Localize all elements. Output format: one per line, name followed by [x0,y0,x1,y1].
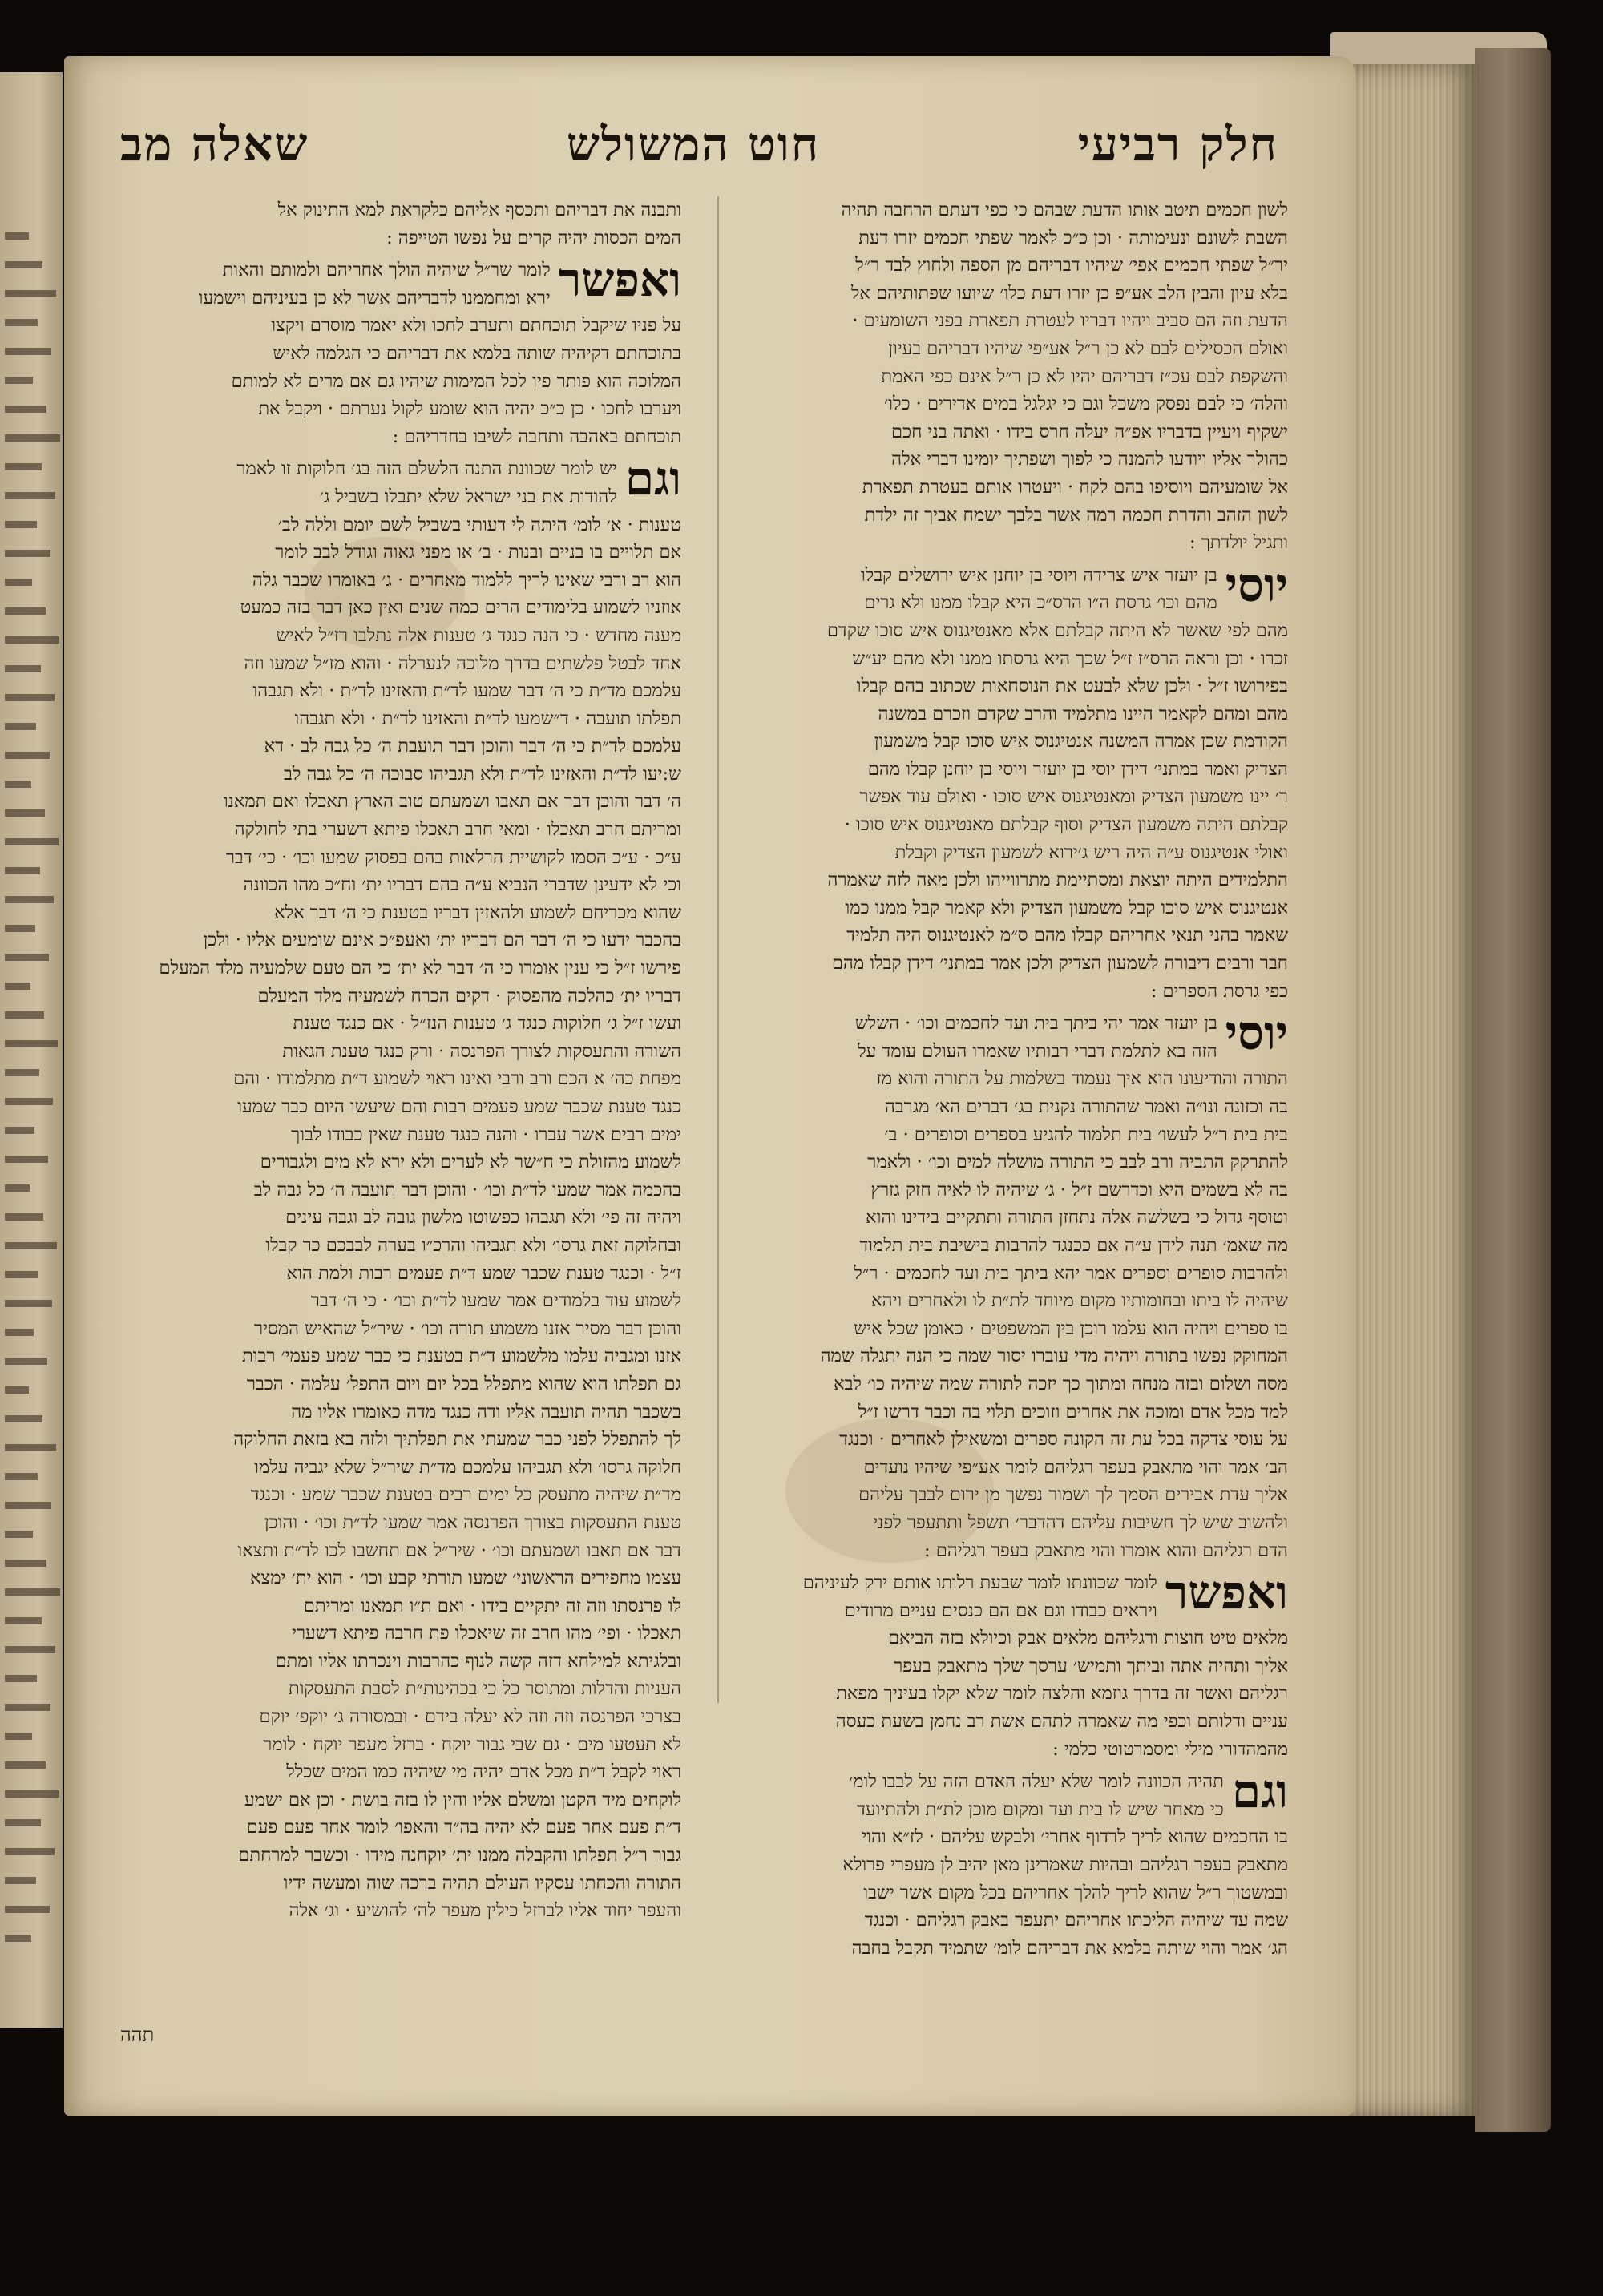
facing-page-text-fragment [5,550,50,568]
text-line: התורה והודיעונו הוא איך נעמוד בשלמות על התורה והוא מז [876,1068,1288,1090]
text-line: הצדיק ואמר במתני׳ דידן יוסי בן יועזר ויוסי בן יוחנן קבלו מהם [867,758,1288,780]
text-line: עניים ודלותם וכפי מה שאמרה לתהם אשת רב נחמן בשעת כעסה [835,1711,1288,1733]
text-line: ומריתם חרב תאכלו · ומאי חרב תאכלו פיתא דשערי בתי לחולקה [234,819,681,841]
facing-page-text-fragment [5,579,32,597]
text-line: לשון חכמים תיטב אותו הדעת שבהם כי כפי דעתם הרחבה תהיה [841,200,1288,220]
text-line: הקודמת שכן אמרה המשנה אנטיגנוס איש סוכו קבל משמעון [874,731,1288,753]
facing-page-fragment [0,72,63,2028]
facing-page-text-fragment [5,607,46,626]
text-line: מהם וכו׳ גרסת ה״ו הרס״כ היא קבלו ממנו ולא גרים [864,592,1217,614]
text-line: תאכלו · ופי׳ מהו חרב זה שיאכלו פת חרבה פיתא דשערי [292,1623,681,1644]
text-line: ויראים כבודו וגם אם הם כנסים עניים מרודים [844,1600,1157,1621]
facing-page-text-fragment [5,1271,38,1289]
text-line: המים הכסות יהיה קרים על נפשו הטייפה : [386,227,681,248]
facing-page-text-fragment [5,867,40,886]
text-line: והעפר יחוד אליו לברזל כילין מעפר לה׳ להושיע · וג׳ אלה [289,1900,681,1922]
facing-page-text-fragment [5,406,46,424]
text-line: התורה והכחתו עסקיו העולם תהיה ברכה שוה ומעשה ידיו [283,1872,681,1894]
text-line: ירא ומחממנו לדבריהם אשר לא כן בעיניהם וישמעו [198,287,551,309]
facing-page-text-fragment [5,1906,50,1924]
paragraph-opening-word: וגם [1231,1764,1288,1819]
facing-page-text-fragment [5,377,33,395]
text-line: דבריו ית׳ כהלכה מהפסוק · דקים הכרח לשמעיה מלד המעלם [257,985,681,1007]
text-line: ויהיה זה פי׳ ולא תגבהו כפשוטו מלשון גובה לב וגבה עינים [285,1207,681,1229]
facing-page-text-fragment [5,319,38,337]
text-line: לשמוע מהזולת כי ח״שר לא לערים ולא ירא לא מים ולגבורים [260,1152,681,1173]
text-line: הג׳ אמר והוי שותה בלמא את דבריהם לומ׳ שתמיד תקבל בחבה [851,1937,1288,1959]
text-line: כנגד טענת שכבר שמע פעמים רבות והם שיעשו היום כבר שמעו [237,1096,681,1117]
catchword: תהה [120,2024,155,2046]
facing-page-text-fragment [5,1617,42,1636]
text-line: מסה ושלום ובזה מנחה ומתוך כך יזכה לתורה שמה שיהיה כו׳ לבא [834,1373,1288,1394]
text-line: השורה והתעסקות לצורך הפרנסה · ורק כנגד טענת הגאות [282,1040,681,1062]
text-line: המחוקק נפשו בתורה ויהיה מדי עוברו יסור שמה כי הנה יתגלה שמה [820,1346,1288,1367]
facing-page-text-fragment [5,752,50,770]
text-line: על פניו שיקבל תוכחתם ותערב לחכו ולא יאמר מוסרם ויקצו [271,315,681,337]
text-line: לומר שכוונתו לומר שבעת רלותו אותם ירק לעיניהם [802,1572,1157,1594]
text-line: ואולם הכסילים לבם לא כן ר״ל אע״פי שיהיו דבריהם בעיון [888,337,1288,359]
facing-page-text-fragment [5,1733,32,1751]
text-line: חלוקה גרסו׳ ולא תגביהו עלמכם מד״ת שיר״ל שלא יגביה עלמו [254,1456,681,1478]
facing-page-text-fragment [5,1790,59,1809]
text-line: בהכמה אמר שמעו לד״ת וכו׳ · והוכן דבר תועבה ה׳ כל גבה לב [253,1179,681,1200]
facing-page-text-fragment [5,1877,36,1895]
text-line: חבר ורבים דיבורה לשמעון הצדיק ולכן אמר במתני׳ דידן קבלו מהם [831,953,1288,974]
text-line: ואולי אנטיגנוס ע״ה היה ריש ג׳ירוא לשמעון הצדיק וקבלת [894,841,1288,863]
text-line: אזנו ומגביה עלמו מלשמוע ד״ת בטענת כי כבר שמע פעמי׳ רבות [242,1346,681,1367]
text-line: ד״ת פעם אחר פעם לא יהיה בה״ד והאפו׳ לומר אחר פעם פעם [246,1817,681,1838]
text-line: מתאבק בעפר רגליהם ובהיות שאמרינן מאן יהיב לן מעפרי פרולא [842,1854,1288,1876]
text-line: תהיה הכוונה לומר שלא יעלה האדם הזה על לבבו לומ׳ [848,1771,1224,1793]
facing-page-text-fragment [5,954,49,972]
text-line: ראוי לקבל ד״ת מכל אדם יהיה מי שיהיה כמו המים שכלל [286,1761,681,1783]
text-line: שיהיה לו ביתו ובחומותיו מקום מיוחד לת״ת לו ולאחרים ויהא [871,1290,1288,1312]
text-line: קבלתם היתה משמעון הצדיק וסוף קבלתם מאנטיגנוס איש סוכו · [844,814,1288,836]
text-paragraph [727,1764,1288,1962]
text-line: בן יועזר איש צרידה ויוסי בן יוחנן איש ירושלים קבלו [860,564,1217,586]
facing-page-text-fragment [5,809,45,828]
text-line: מלאים טיט חוצות ורגליהם מלאים אבק וכיולא בזה הביאם [888,1628,1288,1649]
book-cover-edge [1475,48,1551,2132]
text-line: ותבנה את דבריהם ותכסף אליהם כלקראת למא התינוק אל [277,200,681,220]
text-line: השבת לשונם ונעימותה · וכן כ״כ לאמר שפתי חכמים יזרו דעת [858,227,1288,248]
facing-page-text-fragment [5,1415,42,1434]
facing-page-text-fragment [5,290,56,309]
text-line: לו פרנסתו וזה זה יתקיים בידו · ואם ת״ו תמאנו ומריתם [303,1595,681,1616]
facing-page-text-fragment [5,1300,52,1318]
text-line: ויערבו לחכו · כן כ״כ יהיה הוא שומע לקול נערתם · ויקבל את [258,398,681,420]
text-line: מפחת כה׳ א הכם ורב ורבי ואינו ראוי לשמוע ד״ת מתלמודו · והם [233,1068,681,1090]
text-line: ע״כ · ע״כ הסמו לקושיית הרלאות בהם בפסוק שמעו וכו׳ · כי׳ דבר [225,846,681,868]
text-line: בית בית ר״ל לעשו׳ בית תלמוד להגיע בספרים וסופרים · ב׳ [884,1124,1288,1145]
text-line: לומר שר״ל שיהיה הולך אחריהם ולמותם והאות [222,260,551,281]
facing-page-text-fragment [5,1848,55,1866]
text-line: להתרקק התביה ורב לבב כי התורה מושלה למים וכו׳ · ולאמר [867,1152,1288,1173]
paragraph-opening-word: ואפשר [1165,1565,1288,1620]
facing-page-text-fragment [5,1502,51,1520]
text-line: והלה׳ כי לבם נפסק משכל וגם כי יגלגל במים אדירים · כלו׳ [884,393,1288,415]
text-line: בלא עיון והבין הלב אע״פ כן יזרו דעת כלו׳ שיועו שפתותיהם אל [850,282,1288,304]
text-line: אל שומעיהם ויוסיפו בהם לקח · ויעטרו אותם בעטרת תפארת [862,476,1288,498]
left-text-column [120,196,681,2064]
facing-page-text-fragment [5,1040,58,1059]
facing-page-text-fragment [5,1444,56,1463]
facing-page-text-fragment [5,1242,57,1261]
facing-page-text-fragment [5,1473,38,1491]
text-line: תוכחתם באהבה ותחבה לשיבו בחדריהם : [392,426,681,447]
right-text-column [717,196,1288,1959]
facing-page-text-fragment [5,1588,60,1607]
facing-page-text-fragment [5,463,42,482]
facing-page-text-fragment [5,983,30,1001]
text-line: מד״ת שיהיה מתעסק כל ימים רבים בטענת שכבר שמע · וכנגד [250,1484,681,1506]
text-line: ז״ל · וכנגד טענת שכבר שמע ד״ת פעמים רבות ולמת הוא [286,1262,681,1284]
facing-page-text-fragment [5,1358,47,1376]
facing-page-text-fragment [5,1098,53,1116]
facing-page-text-fragment [5,1560,46,1578]
facing-page-text-fragment [5,492,55,510]
text-line: בה לא בשמים היא וכדרשם ז״ל · ג׳ שיהיה לו לאיה חזק גזרץ [870,1179,1288,1200]
page-header [120,116,1278,172]
text-line: זכרו · וכן וראה הרס״ז ז״ל שכך היא גרסתו ממנו ולא מהם יע״ש [852,648,1288,669]
facing-page-text-fragment [5,694,55,712]
text-line: ר׳ יינו משמעון הצדיק ומאנטיגנוס איש סוכו · ואולם עוד אפשר [859,786,1288,808]
text-paragraph [120,451,681,1924]
text-paragraph [727,557,1288,1006]
text-line: כי מאחר שיש לו בית ועד ומקום מוכן לת״ת ולהתיועד [857,1798,1224,1820]
text-line: ותגיל יולדתך : [1189,532,1288,554]
text-line: כהולך אליו ויודעו להמנה כי לפוך ושפתיך יומינו דברי אלה [891,449,1288,470]
facing-page-text-fragment [5,1213,43,1232]
facing-page-text-fragment [5,925,35,943]
facing-page-text-fragment [5,232,29,251]
facing-page-text-fragment [5,1011,44,1030]
text-line: עלמכם לד״ת כי ה׳ דבר והוכן דבר תועבת ה׳ כל גבה לב · דא [264,736,681,757]
text-line: כפי גרסת הספרים : [1150,980,1288,1002]
text-line: פירשו ז״ל כי ענין אומרו כי ה׳ דבר לא ית׳ כי הם טעם שלמעיה מלד המעלם [159,958,681,979]
text-paragraph [727,1565,1288,1763]
text-paragraph [120,252,681,450]
text-line: מהם ומהם לקאמר היינו מתלמיד והרב שקדם וזכרם במשנה [878,703,1288,724]
text-line: ולהשוב שיש לך חשיבות עליהם דהדבר׳ תשפל ותתעפר לפני [873,1511,1288,1533]
text-line: טענת התעסקות בצורך הפרנסה אמר שמעו לד״ת וכו׳ · והוכן [264,1511,681,1533]
text-line: בפירושו ז״ל · ולכן שלא לבעט את הנוסחאות שכתוב בהם קבלו [856,676,1288,697]
text-line: יר״ל שפתי חכמים אפי׳ שיהיו דבריהם מן הספה ולחוץ לבד ר״ל [855,255,1288,276]
text-line: ועשו ז״ל ג׳ חלוקות כנגד ג׳ טענות הנז״ל · אם כנגד טענת [293,1013,681,1035]
text-line: בשכבר תהיה תועבה אליו ודה כנגד מדה כאומרו אליו מה [291,1401,681,1422]
text-line: שהוא מכריחם לשמוע ולהאזין דבריו בטענת כי ה׳ דבר אלא [274,902,681,923]
text-line: הדעת וזה הם סביב ויהיו דבריו לעטרת תפארת בפני השומעים · [852,310,1288,332]
paragraph-opening-word: יוסי [1225,1006,1288,1061]
text-line: בהכבר ידעו כי ה׳ דבר הם דבריו ית׳ ואעפ״כ אינם שומעים אליו · ולכן [203,930,681,951]
text-line: אנטיגנוס איש סוכו קבל משמעון הצדיק ולא קאמר קבל ממנו כמו [845,897,1288,918]
facing-page-text-fragment [5,1531,33,1549]
text-line: הוא רב ורבי שאינו לריך ללמוד מאחרים · ג׳ באומרו שכבר גלה [252,569,681,591]
header-part-right: חלק רביעי [1077,117,1278,171]
facing-page-text-fragment [5,261,42,280]
text-line: מה שאמ׳ תנה לידן ע״ה אם ככנגד להרבות בישיבת בית תלמוד [859,1234,1288,1256]
text-line: אוזניו לשמוע בלימודים הרים כמה שנים ואין כאן דבר בזה כמעט [240,597,681,619]
text-line: בו ספרים ויהיה הוא עלמו רוכן בין המשפטים · כאומן שכל איש [854,1317,1288,1339]
text-line: בה וכזונה ונו״ה ואמר שהתורה נקנית בג׳ דברים הא׳ מגרבה [884,1096,1288,1117]
text-line: העניות והדלות ומתוסר כל כי בכהינות״ת לסבת התעסקות [288,1678,681,1700]
text-line: אליך ותהיה אתה וביתך ותמיש׳ ערסך שלך מתאבק בעפר [894,1655,1288,1677]
text-line: טענות · א׳ לומ׳ היתה לי דעותי בשביל לשם יומם וללה לב׳ [277,514,681,535]
text-line: התלמידים היתה יוצאת ומסתיימת מתרווייהו ולכן מאה לזה שאמרה [827,870,1288,891]
facing-page-text-fragment [5,896,54,914]
text-line: למד מכל אדם ומוכה את אחרים וזוכים תלוי בה וכבר דרשו ז״ל [858,1401,1288,1422]
text-line: וכי לא ידעינן שדברי הנביא ע״ה בהם דבריו ית׳ וח״כ מהו הכוונה [243,874,681,896]
text-paragraph [120,196,681,252]
facing-page-text-fragment [5,1184,30,1203]
facing-page-text-fragment [5,1329,34,1347]
text-line: ובלגיתא למילחא דזה קשה לנוף כהרבות וינכרתו אליו ומתם [275,1650,681,1672]
page-fore-edge [1347,64,1479,2116]
text-line: אחד לבטל פלשתים בדרך מלוכה לנערלה · והוא מז״ל שמעו וזה [244,652,681,674]
text-line: לא תעטעו מים · גם שבי גבור יוקח · ברזל מעפר יוקח · לומר [263,1733,681,1755]
text-line: עצמו מחפירים הראשוני׳ שמעו תורתי קבע וכו׳ · הוא ית׳ ימצא [249,1568,681,1589]
text-line: בתוכחתם דקיהיה שותה בלמא את דבריהם כי הגלמה לאיש [273,342,681,364]
facing-page-text-fragment [5,1761,46,1780]
text-paragraph [727,1006,1288,1564]
facing-page-text-fragment [5,348,51,366]
text-line: שמה עד שיהיה הליכתו אחריהם יתעפר באבק רגליהם · וכנגד [864,1910,1288,1931]
paragraph-opening-word: יוסי [1225,557,1288,612]
text-line: המלוכה הוא פותר פיו לכל המימות שיהיו גם אם מרים לא למותם [231,370,681,392]
text-line: אם תלויים בו בניים ובנות · ב׳ או מפני גאוה וגודל לבב לומר [275,542,681,563]
text-line: ובמשטוך ר״ל שהוא לריך להלך אחריהם בכל מקום אשר ישבו [863,1882,1288,1903]
text-line: בו החכמים שהוא לריך לרדוף אחרי׳ ולבקש עליהם · לז״א והוי [862,1826,1288,1848]
text-line: בן יועזר אמר יהי ביתך בית ועד לחכמים וכו׳ · השלש [854,1013,1217,1035]
facing-page-text-fragment [5,1386,29,1405]
text-line: הב׳ אמר והוי מתאבק בעפר רגליהם לומר אע״פי שיהיו נועדים [863,1456,1288,1478]
header-book-title: חוט המשולש [566,117,821,171]
text-line: מהם לפי שאשר לא היתה קבלתם אלא מאנטיגנוס איש סוכו שקדם [826,619,1288,641]
text-line: לשון הזהב והדרת חכמה רמה אשר בלבך ישמח אביך זה ילדת [864,504,1288,526]
paragraph-opening-word: וגם [624,451,681,506]
facing-page-text-fragment [5,723,36,741]
text-line: להודות את בני ישראל שלא יתבלו בשביל ג׳ [319,486,617,507]
text-line: רגליהם ואשר זה בדרך גוזמא והלצה לומר שלא יקלו בעיניך מפאת [836,1683,1288,1705]
text-line: אליך עדת אבירים הסמך לך ושמור נפשך מן ירום לבבך עליהם [858,1484,1288,1506]
facing-page-text-fragment [5,1127,34,1145]
text-line: תפלתו תועבה · ד״שמעו לד״ת והאזינו לד״ת · ולא תגבהו [294,708,681,729]
text-line: ש:יעו לד״ת והאזינו לד״ת ולא תגביהו סבוכה ה׳ כל גבה לב [283,763,681,785]
text-line: ובחלוקה זאת גרסו׳ ולא תגביהו והרכ״ו בערה לבבכם כר קבלו [265,1234,681,1256]
facing-page-text-fragment [5,1704,50,1722]
facing-page-text-fragment [5,1675,37,1693]
text-line: דבר אם תאבו ושמעתם וכו׳ · שיר״ל אם תחשבו לכו לד״ת ותצאו [237,1539,681,1561]
facing-page-text-fragment [5,1646,55,1664]
header-question-number: שאלה מב [120,117,309,171]
text-line: עלמכם מד״ת כי ה׳ דבר שמעו לד״ת והאזינו לד״ת · ולא תגבהו [252,680,681,702]
facing-page-text-fragment [5,838,59,857]
text-line: והוכן דבר מסיר אזנו משמוע תורה וכו׳ · שיר״ל שהאיש המסיר [254,1317,681,1339]
text-line: ה׳ דבר והוכן דבר אם תאבו ושמעתם טוב הארץ תאכלו ואם תמאנו [223,791,681,813]
text-line: וטוסף גדול כי בשלשה אלה נתחזן התורה ותתקיים בידינו והוא [866,1207,1288,1229]
text-line: ימים רבים אשר עברו · והנה כנגד טענת שאין כבודו לבוך [291,1124,681,1145]
facing-page-text-fragment [5,781,31,799]
text-line: ולהרבות סופרים וספרים אמר יהא ביתך בית ועד לחכמים · ר״ל [854,1262,1288,1284]
paragraph-opening-word: ואפשר [558,252,681,308]
facing-page-text-fragment [5,636,59,655]
facing-page-text-fragment [5,665,41,684]
text-line: על עוסי צדקה בכל עת זה הקונה ספרים ומשאילן לאחרים · וכנגד [839,1429,1288,1451]
facing-page-text-fragment [5,521,37,539]
text-line: גבור ר״ל תפלתו והקבלה ממנו ית׳ יוקחנה מידו · וכשבר למרחתם [238,1845,681,1866]
text-line: בצרכי הפרנסה וזה וזה לא יעלה בידם · ובמסורה ג׳ יוקפ׳ יוקם [259,1706,681,1728]
facing-page-text-fragment [5,1935,31,1953]
text-line: גם תפלתו הוא שהוא מתפלל בכל יום ויום התפל׳ עלמה · הכבר [246,1373,681,1394]
facing-page-text-fragment [5,1156,48,1174]
facing-page-text-fragment [5,1069,39,1087]
text-line: לוקחים מיד הקטן ומשלם אליו והין לו בזה בושת · וכן אם ישמע [244,1789,681,1810]
text-line: הזה בא לתלמת דברי רבותיו שאמרו העולם עומד על [858,1040,1217,1062]
text-line: לשמוע עוד בלמודים אמר שמעו לד״ת וכו׳ · כי ה׳ דבר [310,1290,681,1312]
text-line: ישקיף ויעיין בדבריו אפ״ה יעלה חרס בידו · ואתה בני חכם [891,421,1288,442]
facing-page-text-fragment [5,1819,41,1838]
text-line: והשקפת לבם עכ״ז דבריהם יהיו לא כן ר״ל אינם כפי האמת [881,365,1288,387]
text-paragraph [727,196,1288,557]
text-line: שאמר בהני תנאי אחריהם קבלו מהם ס״מ לאנטיגנוס היה תלמיד [846,925,1288,946]
text-line: מהמהדורי מילי ומסמרטוטי כלמי : [1052,1738,1288,1760]
text-line: לך להתפלל לפני כבר שמעתי את תפלתיך ולזה בא בזאת החלוקה [233,1429,681,1451]
text-line: מענה מחדש · כי הנה כנגד ג׳ טענות אלה נתלבו רז״ל לאיש [276,624,681,646]
facing-page-text-fragment [5,434,60,453]
text-line: יש לומר שכוונת התנה הלשלם הזה בג׳ חלוקות זו לאמר [236,458,617,480]
text-line: הדם רגליהם והוא אומרו והוי מתאבק בעפר רגליהם : [924,1539,1288,1561]
